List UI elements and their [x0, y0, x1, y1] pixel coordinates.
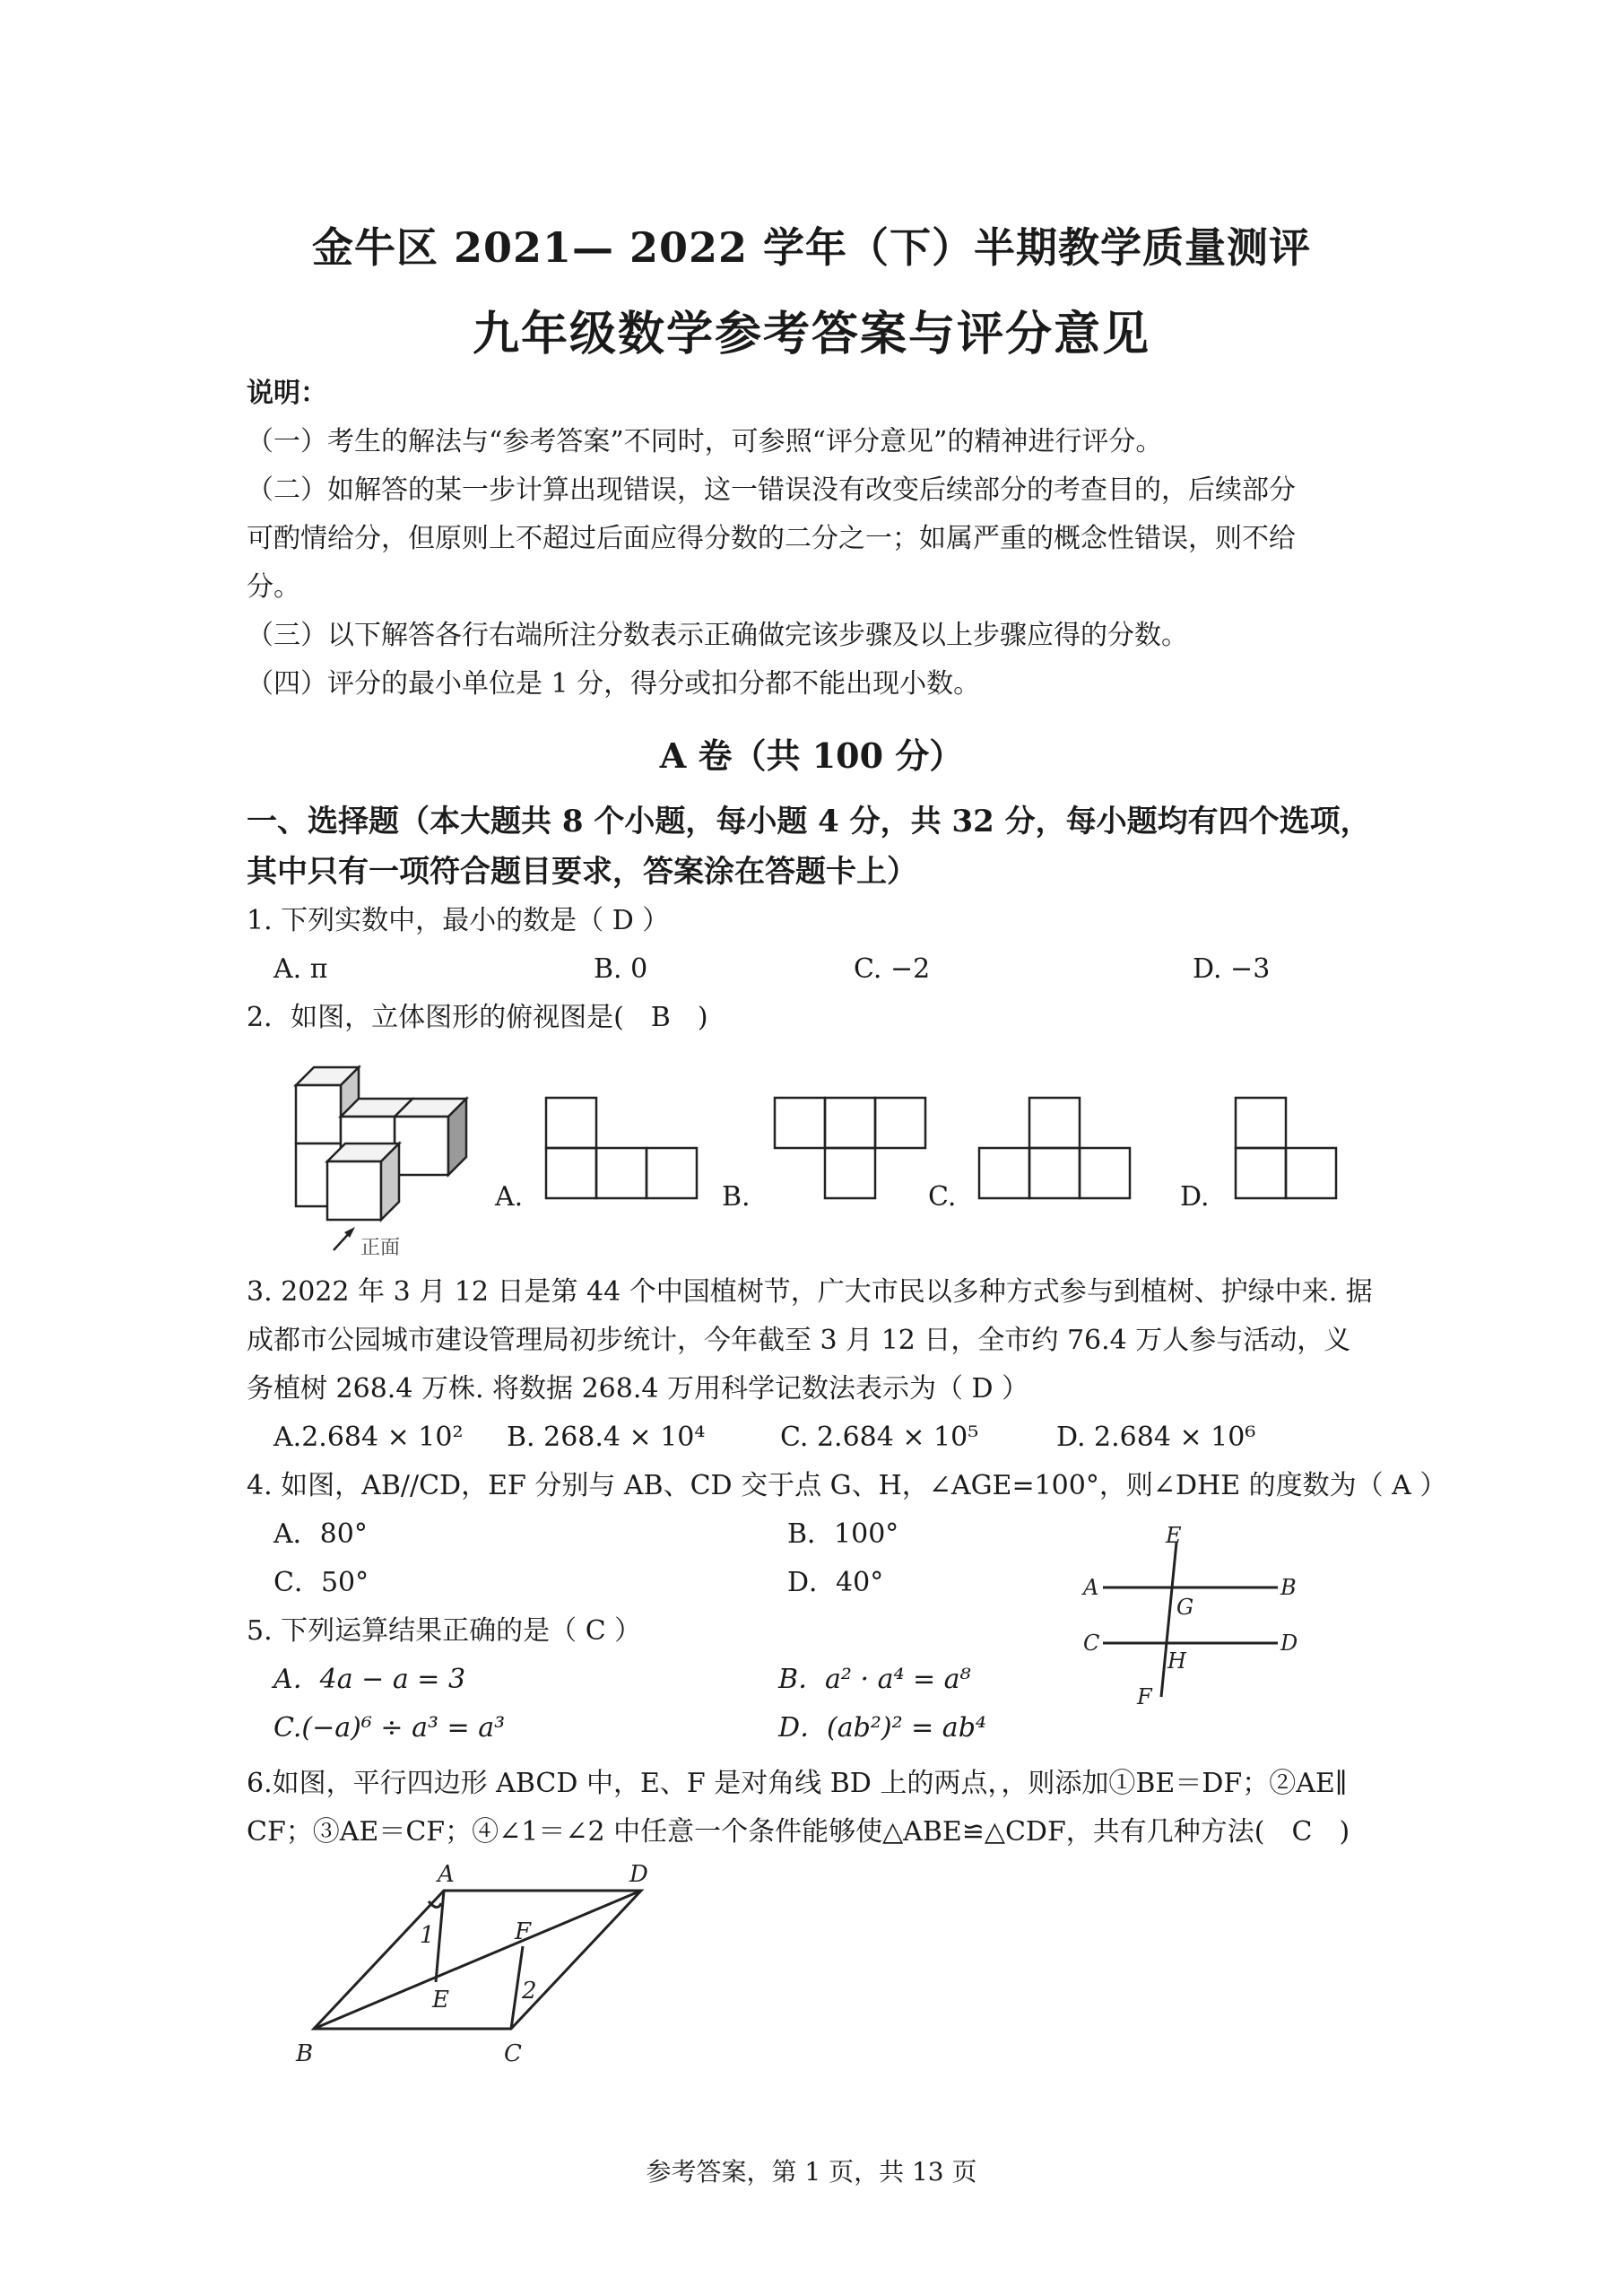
- svg-text:A: A: [1083, 1575, 1099, 1600]
- q3-option-a: A.2.684 × 10²: [273, 1422, 464, 1453]
- note-2-line-1: （二）如解答的某一步计算出现错误，这一错误没有改变后续部分的考查目的，后续部分: [247, 474, 1296, 506]
- q3-line-1: 3. 2022 年 3 月 12 日是第 44 个中国植树节，广大市民以多种方式参与到植树、护绿中来. 据: [247, 1276, 1373, 1308]
- q1-option-b: B. 0: [594, 953, 648, 985]
- q5-option-d: D．(ab²)² = ab⁴: [778, 1712, 986, 1744]
- q1-option-c: C. −2: [854, 953, 931, 985]
- svg-text:E: E: [1166, 1525, 1182, 1548]
- svg-text:C: C: [504, 2040, 522, 2067]
- q4-option-d: D．40°: [787, 1567, 884, 1598]
- q2-stem: 2．如图，立体图形的俯视图是( B ): [247, 1002, 708, 1033]
- svg-text:A: A: [438, 1861, 455, 1888]
- note-3: （三）以下解答各行右端所注分数表示正确做完该步骤及以上步骤应得的分数。: [247, 620, 1188, 651]
- svg-text:2: 2: [522, 1978, 537, 2005]
- q1-stem: 1. 下列实数中，最小的数是（ D ）: [247, 905, 670, 936]
- document-subtitle: 九年级数学参考答案与评分意见: [472, 307, 1150, 361]
- q4-option-c: C．50°: [273, 1567, 369, 1598]
- q2-option-a-view: [544, 1096, 699, 1202]
- q3-line-2: 成都市公园城市建设管理局初步统计，今年截至 3 月 12 日，全市约 76.4 万人参与活动，义: [247, 1325, 1351, 1356]
- q2-option-b-label: B.: [722, 1181, 751, 1213]
- section-a-title: A 卷（共 100 分）: [659, 735, 964, 776]
- q3-option-b: B. 268.4 × 10⁴: [507, 1422, 706, 1453]
- svg-text:E: E: [432, 1987, 449, 2013]
- q2-option-d-label: D.: [1180, 1181, 1210, 1213]
- notes-label: 说明：: [247, 378, 327, 409]
- q2-option-c-view: [977, 1096, 1132, 1202]
- q5-stem: 5. 下列运算结果正确的是（ C ）: [247, 1615, 642, 1647]
- q1-option-a: A. π: [273, 953, 328, 985]
- svg-text:C: C: [1083, 1631, 1100, 1656]
- note-2-line-3: 分。: [247, 571, 300, 603]
- q2-solid-figure: [278, 1058, 493, 1256]
- svg-text:D: D: [629, 1861, 648, 1888]
- note-1: （一）考生的解法与“参考答案”不同时，可参照“评分意见”的精神进行评分。: [247, 426, 1163, 457]
- q3-option-c: C. 2.684 × 10⁵: [780, 1422, 979, 1453]
- part-1-heading-line-2: 其中只有一项符合题目要求，答案涂在答题卡上）: [247, 854, 917, 890]
- svg-text:G: G: [1176, 1595, 1194, 1620]
- q1-option-d: D. −3: [1193, 953, 1271, 985]
- svg-text:1: 1: [420, 1922, 435, 1949]
- q5-option-b: B．a² · a⁴ = a⁸: [778, 1664, 971, 1695]
- q4-stem: 4. 如图，AB//CD，EF 分别与 AB、CD 交于点 G、H，∠AGE=100°，则∠DHE 的度数为（ A ）: [247, 1470, 1447, 1501]
- note-2-line-2: 可酌情给分，但原则上不超过后面应得分数的二分之一；如属严重的概念性错误，则不给: [247, 523, 1296, 554]
- q2-front-label: 正面: [360, 1237, 401, 1256]
- page-footer: 参考答案，第 1 页，共 13 页: [646, 2157, 977, 2187]
- q3-line-3: 务植树 268.4 万株. 将数据 268.4 万用科学记数法表示为（ D ）: [247, 1373, 1029, 1405]
- part-1-heading-line-1: 一、选择题（本大题共 8 个小题，每小题 4 分，共 32 分，每小题均有四个选项，: [247, 804, 1371, 839]
- svg-text:D: D: [1280, 1631, 1298, 1656]
- document-title: 金牛区 2021— 2022 学年（下）半期教学质量测评: [311, 223, 1312, 272]
- q2-option-a-label: A.: [495, 1181, 524, 1213]
- svg-text:B: B: [1280, 1575, 1297, 1600]
- svg-text:F: F: [515, 1918, 532, 1945]
- q6-line-1: 6.如图，平行四边形 ABCD 中，E、F 是对角线 BD 上的两点，，则添加①BE＝DF；②AE∥: [247, 1768, 1348, 1799]
- q4-option-b: B．100°: [787, 1518, 899, 1550]
- svg-text:F: F: [1137, 1684, 1152, 1709]
- q6-parallelogram-figure: [278, 1857, 673, 2072]
- note-4: （四）评分的最小单位是 1 分，得分或扣分都不能出现小数。: [247, 668, 981, 700]
- q2-option-b-view: [773, 1096, 927, 1202]
- q4-option-a: A．80°: [273, 1518, 368, 1550]
- q2-option-c-label: C.: [928, 1181, 957, 1213]
- q2-option-d-view: [1234, 1096, 1338, 1202]
- q5-option-c: C.(−a)⁶ ÷ a³ = a³: [273, 1712, 506, 1744]
- svg-text:B: B: [296, 2040, 314, 2067]
- q5-option-a: A．4a − a = 3: [273, 1664, 466, 1695]
- q4-parallel-lines-figure: [1076, 1525, 1318, 1713]
- q6-line-2: CF；③AE＝CF；④∠1＝∠2 中任意一个条件能够使△ABE≌△CDF，共有几种方法( C ): [247, 1816, 1350, 1848]
- q3-option-d: D. 2.684 × 10⁶: [1056, 1422, 1256, 1453]
- svg-text:H: H: [1167, 1648, 1186, 1674]
